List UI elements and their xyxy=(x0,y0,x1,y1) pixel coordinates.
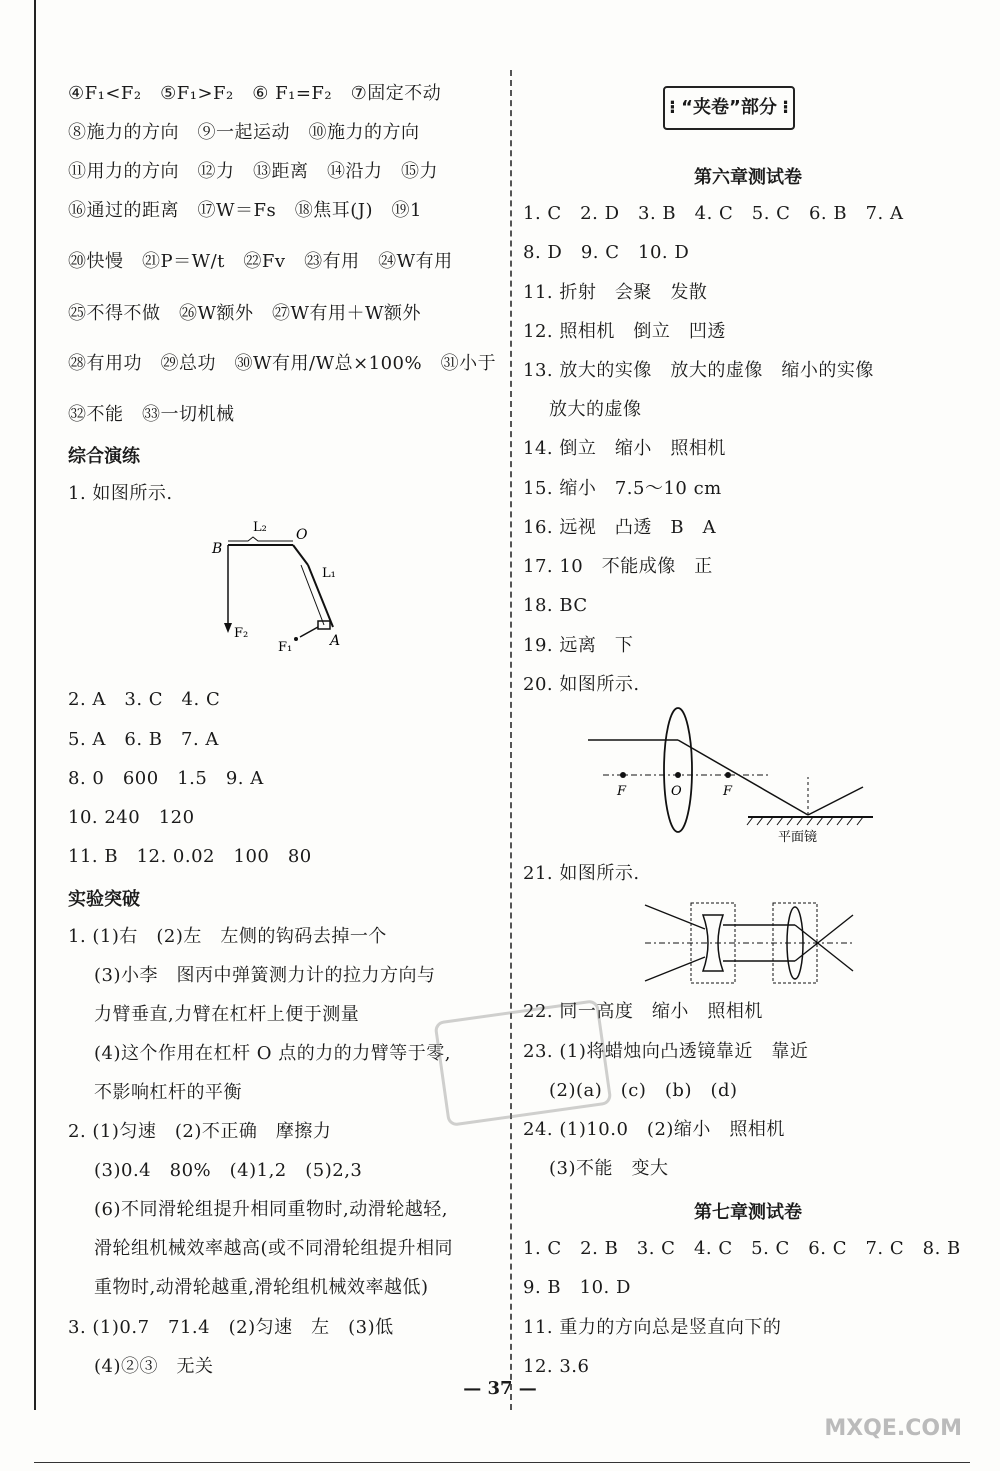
answer-line: (3)0.4 80% (4)1,2 (5)2,3 xyxy=(94,1160,363,1181)
answer-line: (2)(a) (c) (b) (d) xyxy=(549,1080,738,1101)
answer-line: (4)这个作用在杠杆 O 点的力的力臂等于零, xyxy=(94,1043,451,1064)
answer-line: ⑪用力的方向 ⑫力 ⑬距离 ⑭沿力 ⑮力 xyxy=(68,161,438,182)
lens-label-o: O xyxy=(671,784,682,799)
answer-line: 10. 240 120 xyxy=(68,807,195,828)
answer-line: 重物时,动滑轮越重,滑轮组机械效率越低) xyxy=(94,1277,429,1298)
answer-line: 14. 倒立 缩小 照相机 xyxy=(523,438,726,459)
answer-line: 滑轮组机械效率越高(或不同滑轮组提升相同 xyxy=(94,1238,454,1259)
answer-line: 13. 放大的实像 放大的虚像 缩小的实像 xyxy=(523,360,874,381)
answer-line: ㉘有用功 ㉙总功 ㉚W有用/W总×100% ㉛小于 xyxy=(68,353,497,374)
lever-diagram xyxy=(208,515,358,655)
answer-line: 12. 照相机 倒立 凹透 xyxy=(523,321,726,342)
lever-label-o: O xyxy=(296,527,308,543)
answer-line: 21. 如图所示. xyxy=(523,863,640,884)
answer-line: 15. 缩小 7.5～10 cm xyxy=(523,478,722,499)
answer-line: 1. 如图所示. xyxy=(68,483,173,504)
answer-line: 16. 远视 凸透 B A xyxy=(523,517,717,538)
answer-line: 1. C 2. B 3. C 4. C 5. C 6. C 7. C 8. B xyxy=(523,1238,961,1259)
lever-label-f1: F₁ xyxy=(278,640,293,655)
section-heading: 综合演练 xyxy=(68,446,140,467)
bottom-rule xyxy=(34,1462,970,1463)
answer-line: 12. 3.6 xyxy=(523,1356,590,1377)
section-heading: 实验突破 xyxy=(68,889,140,910)
answer-line: 22. 同一高度 缩小 照相机 xyxy=(523,1001,763,1022)
answer-line: ⑯通过的距离 ⑰W＝Fs ⑱焦耳(J) ⑲1 xyxy=(68,200,422,221)
answer-line: 力臂垂直,力臂在杠杆上便于测量 xyxy=(94,1004,360,1025)
answer-line: 8. D 9. C 10. D xyxy=(523,242,690,263)
answer-line: 18. BC xyxy=(523,595,588,616)
lens-label-f-left: F xyxy=(617,784,627,799)
column-divider xyxy=(510,70,512,1410)
answer-line: 1. C 2. D 3. B 4. C 5. C 6. B 7. A xyxy=(523,203,904,224)
answer-line: 19. 远离 下 xyxy=(523,635,634,656)
lens-combination-diagram xyxy=(643,893,858,998)
answer-line: 8. 0 600 1.5 9. A xyxy=(68,768,264,789)
answer-line: 2. (1)匀速 (2)不正确 摩擦力 xyxy=(68,1121,332,1142)
binding-line xyxy=(34,0,36,1410)
lever-label-a: A xyxy=(330,633,341,649)
answer-line: 11. 折射 会聚 发散 xyxy=(523,282,708,303)
answer-line: ⑳快慢 ㉑P＝W/t ㉒Fv ㉓有用 ㉔W有用 xyxy=(68,251,453,272)
lever-label-l1: L₁ xyxy=(322,566,336,581)
answer-line: 不影响杠杆的平衡 xyxy=(94,1082,242,1103)
answer-line: 11. B 12. 0.02 100 80 xyxy=(68,846,312,867)
answer-line: (3)小李 图丙中弹簧测力计的拉力方向与 xyxy=(94,965,436,986)
chapter-title: 第七章测试卷 xyxy=(694,1202,802,1223)
page-number: — 37 — xyxy=(463,1378,537,1399)
boxed-section-title: ⁝ “夹卷”部分 ⁝ xyxy=(663,86,795,130)
lever-label-f2: F₂ xyxy=(234,626,249,641)
answer-line: (6)不同滑轮组提升相同重物时,动滑轮越轻, xyxy=(94,1199,448,1220)
answer-line: 2. A 3. C 4. C xyxy=(68,689,221,710)
answer-line: (3)不能 变大 xyxy=(549,1158,669,1179)
answer-line: 5. A 6. B 7. A xyxy=(68,729,219,750)
mirror-label: 平面镜 xyxy=(778,830,818,845)
convex-lens-mirror-diagram xyxy=(583,705,903,845)
lens-label-f-right: F xyxy=(723,784,733,799)
answer-line: 9. B 10. D xyxy=(523,1277,631,1298)
lever-label-b: B xyxy=(212,541,223,557)
lever-label-l2: L₂ xyxy=(253,520,267,535)
answer-line: 20. 如图所示. xyxy=(523,674,640,695)
answer-line: 11. 重力的方向总是竖直向下的 xyxy=(523,1317,782,1338)
answer-line: 3. (1)0.7 71.4 (2)匀速 左 (3)低 xyxy=(68,1317,394,1338)
answer-line: ㉜不能 ㉝一切机械 xyxy=(68,404,235,425)
answer-line: ㉕不得不做 ㉖W额外 ㉗W有用＋W额外 xyxy=(68,303,422,324)
answer-line: 23. (1)将蜡烛向凸透镜靠近 靠近 xyxy=(523,1041,809,1062)
answer-line: 1. (1)右 (2)左 左侧的钩码去掉一个 xyxy=(68,926,387,947)
answer-line: (4)②③ 无关 xyxy=(94,1356,214,1377)
answer-line: ④F₁<F₂ ⑤F₁>F₂ ⑥ F₁=F₂ ⑦固定不动 xyxy=(68,83,442,104)
answer-line: 24. (1)10.0 (2)缩小 照相机 xyxy=(523,1119,785,1140)
chapter-title: 第六章测试卷 xyxy=(694,167,802,188)
answer-line: 17. 10 不能成像 正 xyxy=(523,556,713,577)
site-watermark: MXQE.COM xyxy=(824,1416,962,1441)
answer-line: ⑧施力的方向 ⑨一起运动 ⑩施力的方向 xyxy=(68,122,420,143)
answer-line: 放大的虚像 xyxy=(549,399,642,420)
